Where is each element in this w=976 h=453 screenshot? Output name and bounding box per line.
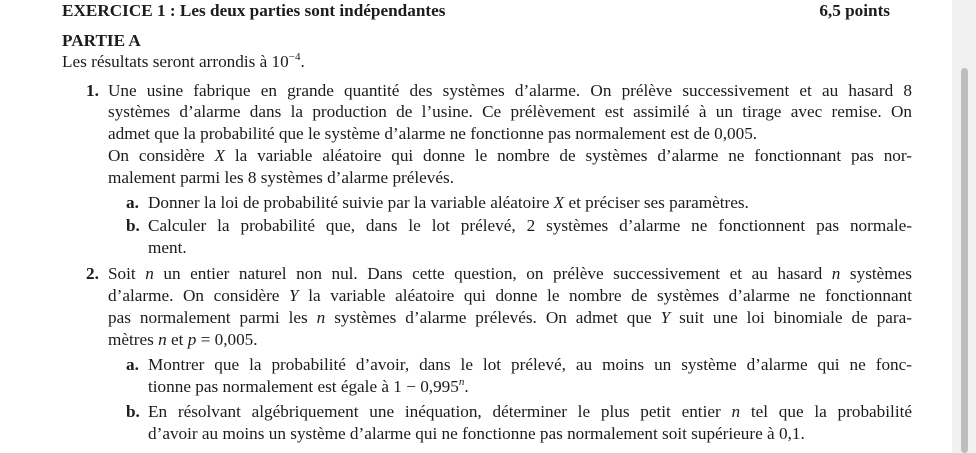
question-2a-line-1: Montrer que la probabilité d’avoir, dans le lot prélevé, au moins un système d’alarme qui ne fonc- (148, 355, 912, 374)
exercise-points: 6,5 points (819, 1, 890, 20)
question-1a-label: a. (126, 193, 139, 212)
question-1-number: 1. (86, 81, 99, 100)
question-2b-line-1: En résolvant algébriquement une inéquation, déterminer le plus petit entier n tel que la probabilité (148, 402, 912, 421)
question-1b-label: b. (126, 216, 140, 235)
question-1b-line-2: ment. (148, 238, 187, 257)
question-1-line-4: On considère X la variable aléatoire qui donne le nombre de systèmes d’alarme ne fonctionnant pas nor- (108, 146, 912, 165)
question-2a-label: a. (126, 355, 139, 374)
question-1-line-3: admet que la probabilité que le système d’alarme ne fonctionne pas normalement est de 0,005. (108, 124, 758, 143)
vertical-scrollbar[interactable] (952, 0, 976, 453)
rounding-instruction: Les résultats seront arrondis à $10^{-4}$. (62, 51, 305, 71)
question-2b-line-2: d’avoir au moins un système d’alarme qui ne fonctionne pas normalement soit supérieure à 0,1. (148, 424, 805, 443)
scrollbar-thumb[interactable] (961, 68, 968, 453)
exercise-title: EXERCICE 1 : Les deux parties sont indépendantes (62, 1, 446, 20)
question-1-line-5: malement parmi les 8 systèmes d’alarme prélevés. (108, 168, 455, 187)
question-1a-text: Donner la loi de probabilité suivie par la variable aléatoire X et préciser ses paramètres. (148, 193, 749, 212)
question-2-number: 2. (86, 264, 99, 283)
question-2-line-3: pas normalement parmi les n systèmes d’alarme prélevés. On admet que Y suit une loi binomiale de para- (108, 308, 912, 327)
question-2b-label: b. (126, 402, 140, 421)
question-2-line-2: d’alarme. On considère Y la variable aléatoire qui donne le nombre de systèmes d’alarme ne fonctionnant (108, 286, 912, 305)
question-1-line-2: systèmes d’alarme dans la production de l’usine. Ce prélèvement est assimilé à un tirage avec remise. On (108, 102, 912, 121)
question-2a-line-2: tionne pas normalement est égale à $1 - 0,995^n$. (148, 376, 469, 396)
question-2-line-4: mètres n et p = 0,005. (108, 330, 258, 349)
partie-heading: PARTIE A (62, 31, 141, 50)
question-1-line-1: Une usine fabrique en grande quantité des systèmes d’alarme. On prélève successivement et au hasard 8 (108, 81, 912, 100)
question-1b-line-1: Calculer la probabilité que, dans le lot prélevé, 2 systèmes d’alarme ne fonctionnent pas normale- (148, 216, 912, 235)
question-2-line-1: Soit n un entier naturel non nul. Dans cette question, on prélève successivement et au hasard n systèmes (108, 264, 912, 283)
